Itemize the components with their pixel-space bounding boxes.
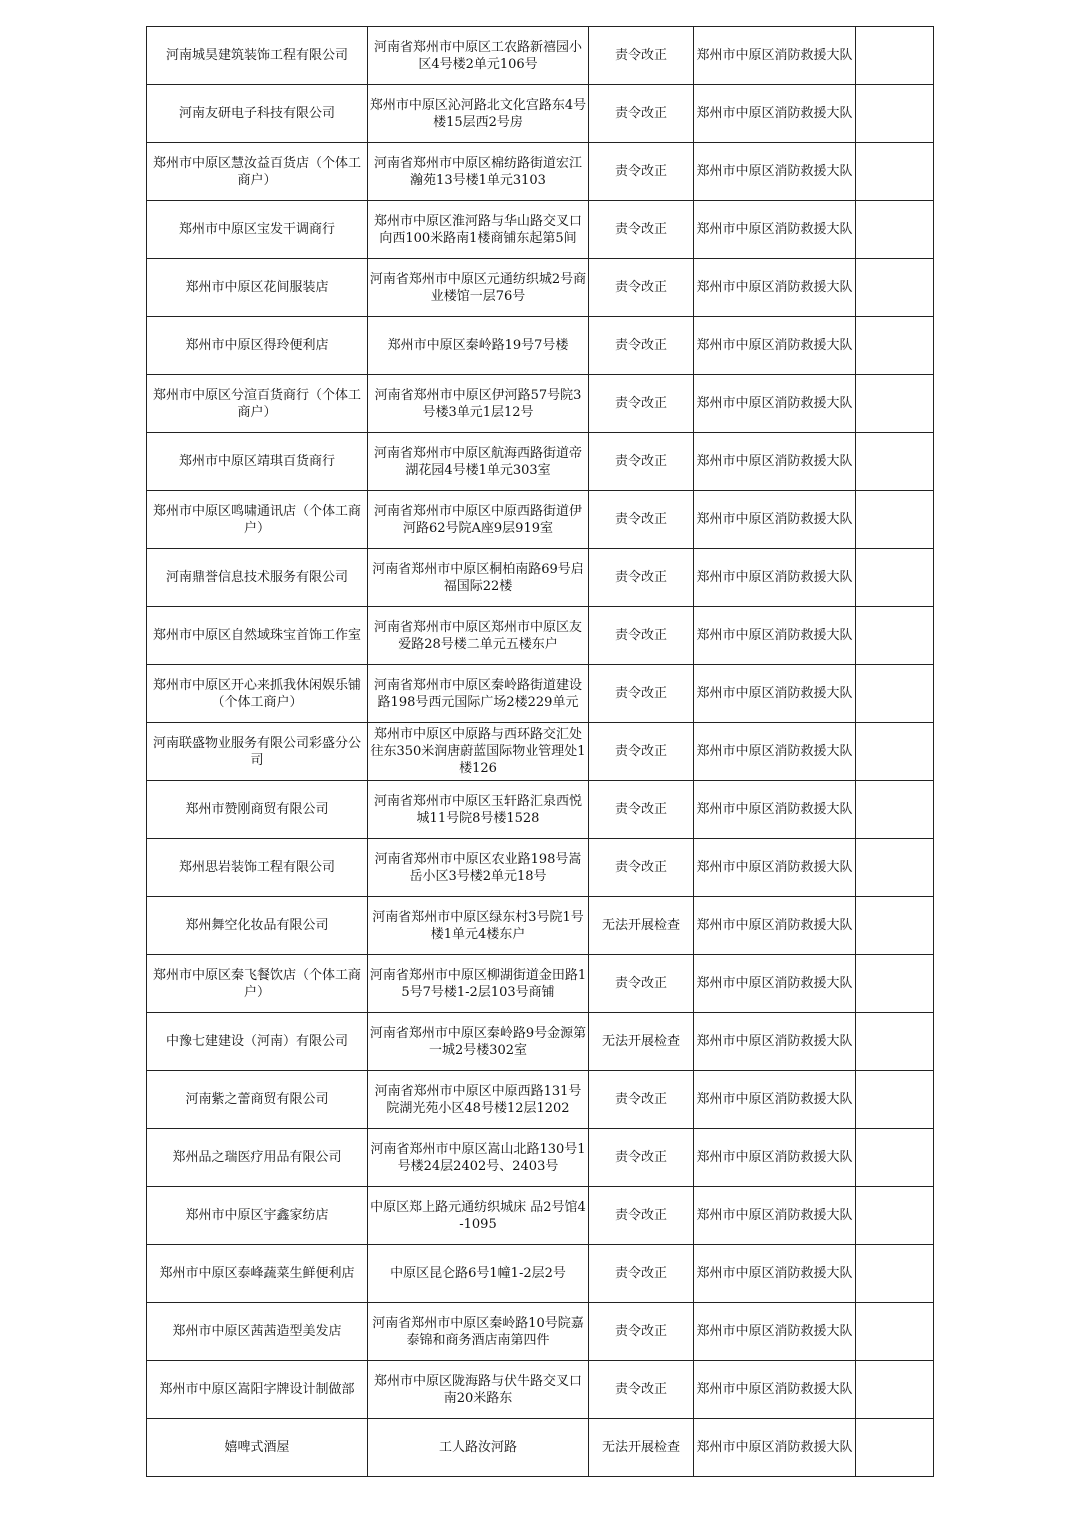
cell-remarks	[856, 723, 934, 781]
table-row	[147, 839, 934, 897]
table-row	[147, 549, 934, 607]
cell-company-name: 郑州市中原区自然域珠宝首饰工作室	[147, 607, 368, 665]
cell-address: 工人路汝河路	[368, 1419, 589, 1477]
cell-company-name: 郑州市赞刚商贸有限公司	[147, 781, 368, 839]
cell-inspecting-unit: 郑州市中原区消防救援大队	[694, 723, 856, 781]
cell-inspection-result: 责令改正	[589, 1129, 694, 1187]
cell-inspection-result: 无法开展检查	[589, 897, 694, 955]
table-row	[147, 85, 934, 143]
cell-address: 河南省郑州市中原区绿东村3号院1号楼1单元4楼东户	[368, 897, 589, 955]
cell-address: 河南省郑州市中原区郑州市中原区友爱路28号楼二单元五楼东户	[368, 607, 589, 665]
cell-company-name: 河南鼎誉信息技术服务有限公司	[147, 549, 368, 607]
cell-remarks	[856, 549, 934, 607]
table-row	[147, 375, 934, 433]
cell-inspection-result: 无法开展检查	[589, 1419, 694, 1477]
cell-company-name: 郑州市中原区慧汝益百货店（个体工商户）	[147, 143, 368, 201]
cell-inspection-result: 责令改正	[589, 491, 694, 549]
cell-inspection-result: 责令改正	[589, 1361, 694, 1419]
cell-inspecting-unit: 郑州市中原区消防救援大队	[694, 375, 856, 433]
cell-inspection-result: 责令改正	[589, 839, 694, 897]
cell-inspecting-unit: 郑州市中原区消防救援大队	[694, 491, 856, 549]
cell-company-name: 郑州市中原区得玲便利店	[147, 317, 368, 375]
cell-remarks	[856, 1187, 934, 1245]
table-body	[147, 27, 934, 1477]
cell-remarks	[856, 259, 934, 317]
cell-inspecting-unit: 郑州市中原区消防救援大队	[694, 201, 856, 259]
cell-remarks	[856, 1419, 934, 1477]
cell-inspecting-unit: 郑州市中原区消防救援大队	[694, 955, 856, 1013]
cell-inspection-result: 责令改正	[589, 85, 694, 143]
cell-inspection-result: 责令改正	[589, 607, 694, 665]
cell-inspecting-unit: 郑州市中原区消防救援大队	[694, 1129, 856, 1187]
table-row	[147, 143, 934, 201]
cell-remarks	[856, 375, 934, 433]
cell-company-name: 郑州品之瑞医疗用品有限公司	[147, 1129, 368, 1187]
cell-remarks	[856, 85, 934, 143]
cell-inspecting-unit: 郑州市中原区消防救援大队	[694, 1013, 856, 1071]
cell-address: 河南省郑州市中原区伊河路57号院3号楼3单元1层12号	[368, 375, 589, 433]
cell-address: 河南省郑州市中原区中原西路131号院湖光苑小区48号楼12层1202	[368, 1071, 589, 1129]
cell-inspection-result: 责令改正	[589, 317, 694, 375]
cell-address: 郑州市中原区沁河路北文化宫路东4号楼15层西2号房	[368, 85, 589, 143]
table-row	[147, 1303, 934, 1361]
cell-remarks	[856, 1303, 934, 1361]
cell-address: 郑州市中原区秦岭路19号7号楼	[368, 317, 589, 375]
cell-inspection-result: 责令改正	[589, 143, 694, 201]
cell-address: 郑州市中原区中原路与西环路交汇处往东350米润唐蔚蓝国际物业管理处1楼126	[368, 723, 589, 781]
cell-inspecting-unit: 郑州市中原区消防救援大队	[694, 549, 856, 607]
cell-inspection-result: 责令改正	[589, 201, 694, 259]
cell-address: 河南省郑州市中原区秦岭路10号院嘉泰锦和商务酒店南第四件	[368, 1303, 589, 1361]
table-row	[147, 723, 934, 781]
cell-address: 郑州市中原区陇海路与伏牛路交叉口南20米路东	[368, 1361, 589, 1419]
cell-inspection-result: 责令改正	[589, 723, 694, 781]
cell-company-name: 郑州舞空化妆品有限公司	[147, 897, 368, 955]
table-row	[147, 433, 934, 491]
cell-remarks	[856, 839, 934, 897]
cell-remarks	[856, 27, 934, 85]
cell-company-name: 郑州市中原区宝发干调商行	[147, 201, 368, 259]
table-row	[147, 1419, 934, 1477]
cell-inspection-result: 责令改正	[589, 1303, 694, 1361]
cell-address: 河南省郑州市中原区秦岭路9号金源第一城2号楼302室	[368, 1013, 589, 1071]
table-row	[147, 259, 934, 317]
cell-inspection-result: 责令改正	[589, 781, 694, 839]
cell-remarks	[856, 665, 934, 723]
cell-company-name: 郑州市中原区开心来抓我休闲娱乐铺（个体工商户）	[147, 665, 368, 723]
cell-remarks	[856, 781, 934, 839]
cell-address: 中原区昆仑路6号1幢1-2层2号	[368, 1245, 589, 1303]
cell-remarks	[856, 1361, 934, 1419]
cell-inspecting-unit: 郑州市中原区消防救援大队	[694, 85, 856, 143]
table-row	[147, 201, 934, 259]
cell-inspecting-unit: 郑州市中原区消防救援大队	[694, 839, 856, 897]
table-row	[147, 491, 934, 549]
cell-address: 河南省郑州市中原区柳湖街道金田路15号7号楼1-2层103号商铺	[368, 955, 589, 1013]
cell-inspecting-unit: 郑州市中原区消防救援大队	[694, 27, 856, 85]
cell-company-name: 郑州市中原区嵩阳字牌设计制做部	[147, 1361, 368, 1419]
cell-inspecting-unit: 郑州市中原区消防救援大队	[694, 607, 856, 665]
cell-company-name: 河南联盛物业服务有限公司彩盛分公司	[147, 723, 368, 781]
cell-inspecting-unit: 郑州市中原区消防救援大队	[694, 897, 856, 955]
cell-inspection-result: 责令改正	[589, 375, 694, 433]
table-row	[147, 665, 934, 723]
cell-inspecting-unit: 郑州市中原区消防救援大队	[694, 1303, 856, 1361]
cell-company-name: 郑州市中原区鸣啸通讯店（个体工商户）	[147, 491, 368, 549]
table-row	[147, 317, 934, 375]
cell-inspecting-unit: 郑州市中原区消防救援大队	[694, 665, 856, 723]
cell-remarks	[856, 897, 934, 955]
cell-company-name: 郑州市中原区秦飞餐饮店（个体工商户）	[147, 955, 368, 1013]
cell-inspection-result: 无法开展检查	[589, 1013, 694, 1071]
cell-remarks	[856, 1013, 934, 1071]
cell-remarks	[856, 1245, 934, 1303]
table-row	[147, 1245, 934, 1303]
cell-inspecting-unit: 郑州市中原区消防救援大队	[694, 259, 856, 317]
cell-company-name: 郑州市中原区泰峰蔬菜生鲜便利店	[147, 1245, 368, 1303]
cell-remarks	[856, 201, 934, 259]
table-row	[147, 781, 934, 839]
cell-company-name: 中豫七建建设（河南）有限公司	[147, 1013, 368, 1071]
cell-inspection-result: 责令改正	[589, 1071, 694, 1129]
cell-inspecting-unit: 郑州市中原区消防救援大队	[694, 1071, 856, 1129]
cell-company-name: 郑州市中原区宇鑫家纺店	[147, 1187, 368, 1245]
cell-address: 河南省郑州市中原区秦岭路街道建设路198号西元国际广场2楼229单元	[368, 665, 589, 723]
cell-remarks	[856, 607, 934, 665]
cell-inspecting-unit: 郑州市中原区消防救援大队	[694, 433, 856, 491]
cell-company-name: 郑州市中原区茜茜造型美发店	[147, 1303, 368, 1361]
cell-address: 中原区郑上路元通纺织城床 品2号馆4-1095	[368, 1187, 589, 1245]
cell-inspection-result: 责令改正	[589, 259, 694, 317]
cell-company-name: 河南友研电子科技有限公司	[147, 85, 368, 143]
cell-inspecting-unit: 郑州市中原区消防救援大队	[694, 781, 856, 839]
cell-address: 郑州市中原区淮河路与华山路交叉口向西100米路南1楼商铺东起第5间	[368, 201, 589, 259]
cell-address: 河南省郑州市中原区玉轩路汇泉西悦城11号院8号楼1528	[368, 781, 589, 839]
cell-address: 河南省郑州市中原区元通纺织城2号商业楼馆一层76号	[368, 259, 589, 317]
cell-address: 河南省郑州市中原区嵩山北路130号1号楼24层2402号、2403号	[368, 1129, 589, 1187]
cell-inspecting-unit: 郑州市中原区消防救援大队	[694, 1245, 856, 1303]
table-row	[147, 1187, 934, 1245]
table-row	[147, 1013, 934, 1071]
cell-remarks	[856, 143, 934, 201]
cell-address: 河南省郑州市中原区农业路198号嵩岳小区3号楼2单元18号	[368, 839, 589, 897]
cell-inspection-result: 责令改正	[589, 433, 694, 491]
cell-company-name: 郑州市中原区兮渲百货商行（个体工商户）	[147, 375, 368, 433]
cell-inspecting-unit: 郑州市中原区消防救援大队	[694, 1187, 856, 1245]
table-row	[147, 1071, 934, 1129]
cell-inspecting-unit: 郑州市中原区消防救援大队	[694, 1419, 856, 1477]
cell-company-name: 郑州市中原区靖琪百货商行	[147, 433, 368, 491]
table-row	[147, 897, 934, 955]
cell-address: 河南省郑州市中原区棉纺路街道宏江瀚苑13号楼1单元3103	[368, 143, 589, 201]
table-row	[147, 1129, 934, 1187]
cell-remarks	[856, 491, 934, 549]
cell-company-name: 河南城昊建筑装饰工程有限公司	[147, 27, 368, 85]
cell-company-name: 河南紫之蕾商贸有限公司	[147, 1071, 368, 1129]
cell-remarks	[856, 433, 934, 491]
cell-inspection-result: 责令改正	[589, 1187, 694, 1245]
cell-address: 河南省郑州市中原区工农路新禧园小区4号楼2单元106号	[368, 27, 589, 85]
cell-company-name: 嬉啤式酒屋	[147, 1419, 368, 1477]
cell-inspection-result: 责令改正	[589, 1245, 694, 1303]
cell-company-name: 郑州市中原区花间服装店	[147, 259, 368, 317]
table-row	[147, 1361, 934, 1419]
cell-inspecting-unit: 郑州市中原区消防救援大队	[694, 317, 856, 375]
cell-inspecting-unit: 郑州市中原区消防救援大队	[694, 1361, 856, 1419]
cell-address: 河南省郑州市中原区桐柏南路69号启福国际22楼	[368, 549, 589, 607]
inspection-table	[146, 26, 934, 1477]
table-row	[147, 27, 934, 85]
cell-address: 河南省郑州市中原区航海西路街道帝湖花园4号楼1单元303室	[368, 433, 589, 491]
cell-remarks	[856, 1129, 934, 1187]
cell-company-name: 郑州思岩装饰工程有限公司	[147, 839, 368, 897]
cell-address: 河南省郑州市中原区中原西路街道伊河路62号院A座9层919室	[368, 491, 589, 549]
table-row	[147, 955, 934, 1013]
cell-inspection-result: 责令改正	[589, 27, 694, 85]
cell-inspection-result: 责令改正	[589, 955, 694, 1013]
table-row	[147, 607, 934, 665]
cell-inspection-result: 责令改正	[589, 549, 694, 607]
cell-inspecting-unit: 郑州市中原区消防救援大队	[694, 143, 856, 201]
cell-remarks	[856, 1071, 934, 1129]
cell-remarks	[856, 955, 934, 1013]
cell-inspection-result: 责令改正	[589, 665, 694, 723]
cell-remarks	[856, 317, 934, 375]
